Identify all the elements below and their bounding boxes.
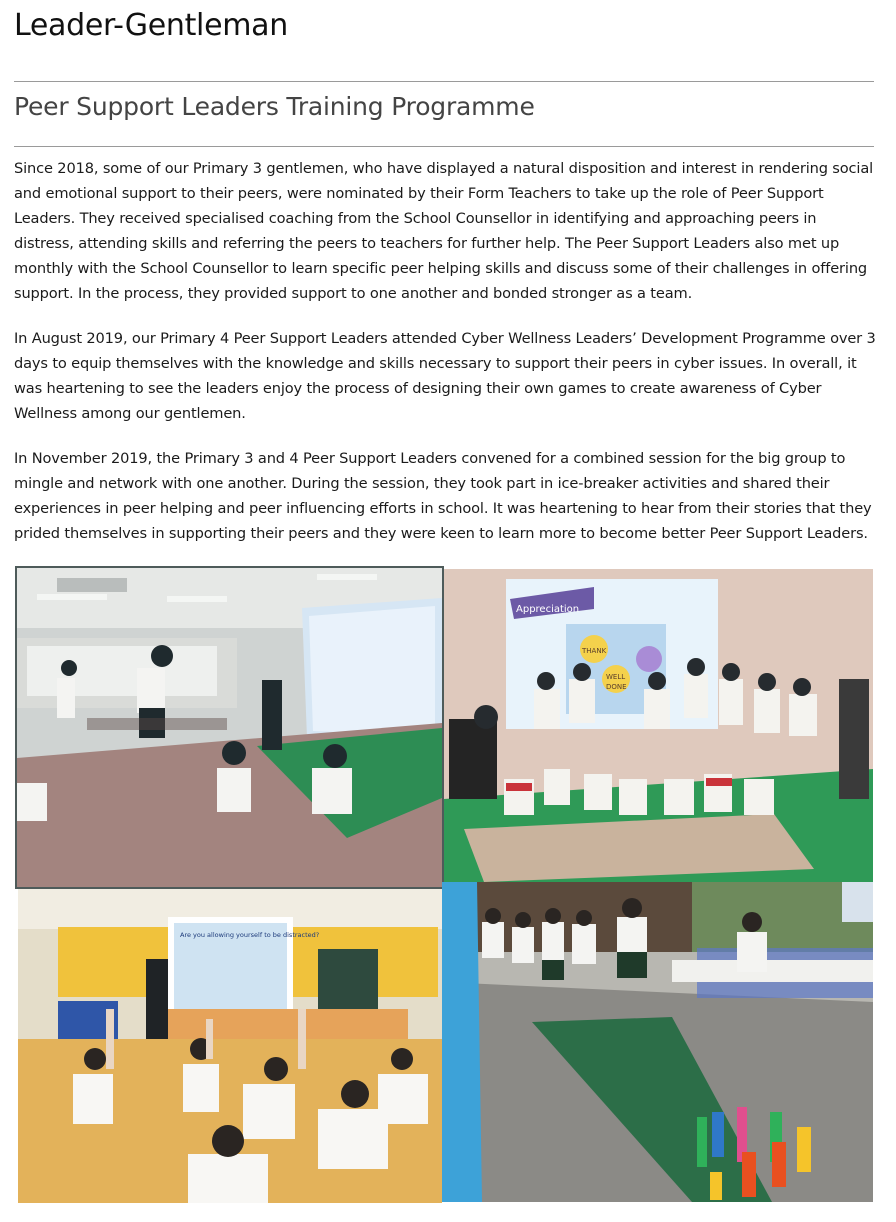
sign-thank: THANK — [582, 647, 607, 655]
photo-classroom-raising-hands — [18, 889, 442, 1203]
distraction-slide-title: Are you allowing yourself to be distracted? — [180, 931, 320, 939]
sign-done: DONE — [606, 683, 627, 691]
site-title: Leader-Gentleman — [14, 8, 288, 43]
photo-appreciation-group — [444, 569, 873, 882]
paragraph-august: In August 2019, our Primary 4 Peer Support Leaders attended Cyber Wellness Leaders’ Development Programme over 3 days to equip themselves with the knowledge and skills necessary to support their peers in cyber issues. In overall, it was heartening to see the leaders enjoy the process of designing their own games to create awareness of Cyber Wellness among our gentlemen. — [14, 330, 876, 422]
appreciation-slide-title: Appreciation — [516, 604, 580, 615]
page-title: Peer Support Leaders Training Programme — [14, 92, 535, 121]
photo-classroom-session — [15, 566, 444, 889]
paragraph-intro: Since 2018, some of our Primary 3 gentlemen, who have displayed a natural disposition and interest in rendering social and emotional support to their peers, were nominated by their Form Teachers to take up the role of Peer Support Leaders. They received specialised coaching from the School Counsellor in identifying and approaching peers in distress, attending skills and referring the peers to teachers for further help. The Peer Support Leaders also met up monthly with the School Counsellor to learn specific peer helping skills and discuss some of their challenges in offering support. In the process, they provided support to one another and bonded stronger as a team. — [14, 160, 874, 302]
paragraph-november: In November 2019, the Primary 3 and 4 Peer Support Leaders convened for a combined session for the big group to mingle and network with one another. During the session, they took part in ice-breaker activities and shared their experiences in peer helping and peer influencing efforts in school. It was heartening to hear from their stories that they prided themselves in supporting their peers and they were keen to learn more to become better Peer Support Leaders. — [14, 450, 872, 542]
article-body — [14, 156, 876, 566]
title-divider — [14, 146, 874, 147]
sign-well: WELL — [606, 673, 626, 681]
header-divider — [14, 81, 874, 82]
photo-outdoor-games — [442, 882, 873, 1202]
